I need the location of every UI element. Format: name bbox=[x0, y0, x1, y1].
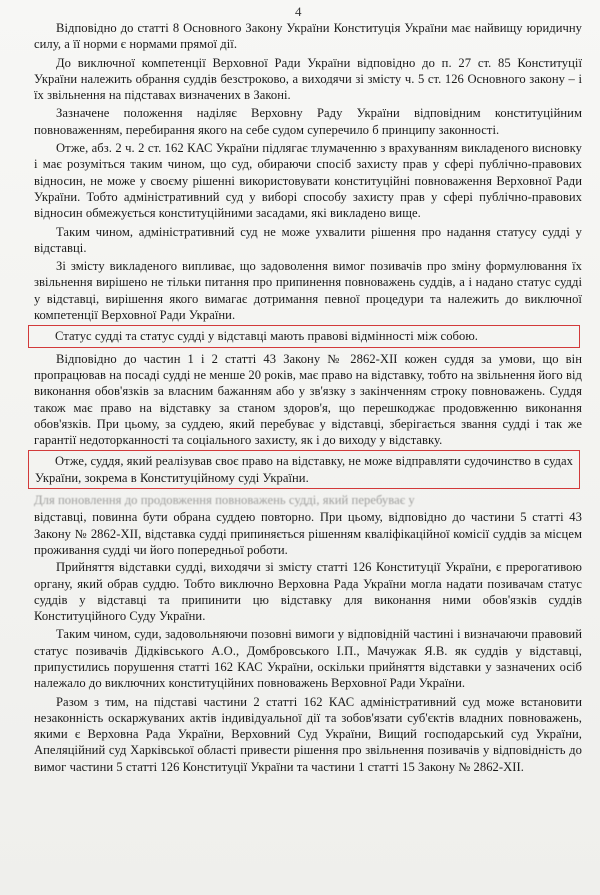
paragraph: Прийняття відставки судді, виходячи зі змісту статті 126 Конституції України, є прерогативою органу, який обрав суддю. Тобто виключно Верховна Рада України могла надати позивачам статус суддів у відставці та припинити цю відставку для виконання ними обов'язків суддів Конституційного Суду України. bbox=[34, 560, 582, 624]
paragraph: Разом з тим, на підставі частини 2 статті 162 КАС адміністративний суд може встановити незаконність оскаржуваних актів індивідуальної дії та зобов'язати суб'єктів владних повноважень, якими є Верховна Рада України, Верховний Суд України, Вищий господарський суд України, Апеляційний суд Харківської області привести рішення про звільнення позивачів у відповідність до вимог частини 5 статті 126 Конституції України та частини 1 статті 15 Закону № 2862-XII. bbox=[34, 694, 582, 774]
paragraph: До виключної компетенції Верховної Ради України відповідно до п. 27 ст. 85 Конституції України належить обрання суддів безстроково, а виходячи зі змісту ч. 5 ст. 126 Основного закону – і їх звільнення на підставах визначених в Законі. bbox=[34, 55, 582, 103]
paragraph: Відповідно до статті 8 Основного Закону України Конституція України має найвищу юридичну силу, а її норми є нормами прямої дії. bbox=[34, 21, 582, 52]
page-number: 4 bbox=[295, 4, 302, 19]
paragraph: Зі змісту викладеного випливає, що задоволення вимог позивачів про зміну формулювання їх звільнення вирішено не тільки питання про припинення повноважень суддів, а і надано статус судді у відставці, вирішення якого вимагає дотримання певної процедури та належить до виключної компетенції Верховної Ради України. bbox=[34, 259, 582, 323]
highlighted-statement: Статус судді та статус судді у відставці мають правові відмінності між собою. bbox=[28, 325, 580, 347]
paragraph: Зазначене положення наділяє Верховну Раду України відповідним конституційним повноваженням, перебирання якого на себе судом суперечило б принципу законності. bbox=[34, 106, 582, 137]
document-body bbox=[0, 20, 600, 777]
paragraph: відставці, повинна бути обрана суддею повторно. При цьому, відповідно до частини 5 статті 43 Закону № 2862-XII, відставка судді припиняється рішенням кваліфікаційної комісії суддів за місцем проживання судді чи його попередньої роботи. bbox=[34, 510, 582, 557]
paragraph: Таким чином, суди, задовольняючи позовні вимоги у відповідній частині і визначаючи правовий статус позивачів Дідківського А.О., Домбровського І.П., Мачужак Я.В. як суддів у відставці, припустились порушення статті 162 КАС України, оскільки прийняття відставки у зазначених осіб належало до виключних конституційних повноважень Верховної Ради України. bbox=[34, 627, 582, 691]
paragraph: Отже, абз. 2 ч. 2 ст. 162 КАС України підлягає тлумаченню з врахуванням викладеного висновку і має розуміться таким чином, що суд, обираючи спосіб захисту прав у сфері публічно-правових відносин, не може у своєму рішенні використовувати конституційні повноваження Верховної Ради України. Тобто адміністративний суд у виборі способу захисту прав у сфері публічно-правових відносин обмежується конституційними засадами, які викладено вище. bbox=[34, 141, 582, 221]
paragraph: Таким чином, адміністративний суд не може ухвалити рішення про надання статусу судді у відставці. bbox=[34, 224, 582, 255]
paragraph: Відповідно до частин 1 і 2 статті 43 Закону № 2862-XII кожен суддя за умови, що він пропрацював на посаді судді не менше 20 років, має право на відставку, тобто на звільнення його від виконання обов'язків за власним бажанням або у зв'язку з закінченням строку повноважень. Суддя також має право на відставку за станом здоров'я, що перешкоджає продовженню виконання обов'язків. При цьому, за суддею, який перебуває у відставці, зберігається звання судді і так же гарантії недоторканності та соціального захисту, як і до виходу у відставку. bbox=[34, 351, 582, 448]
smudged-line: Для поновлення до продовження повноважень судді, який перебуває у bbox=[34, 493, 415, 508]
highlighted-statement: Отже, суддя, який реалізував своє право на відставку, не може відправляти судочинство в судах України, зокрема в Конституційному суді України. bbox=[28, 450, 580, 489]
